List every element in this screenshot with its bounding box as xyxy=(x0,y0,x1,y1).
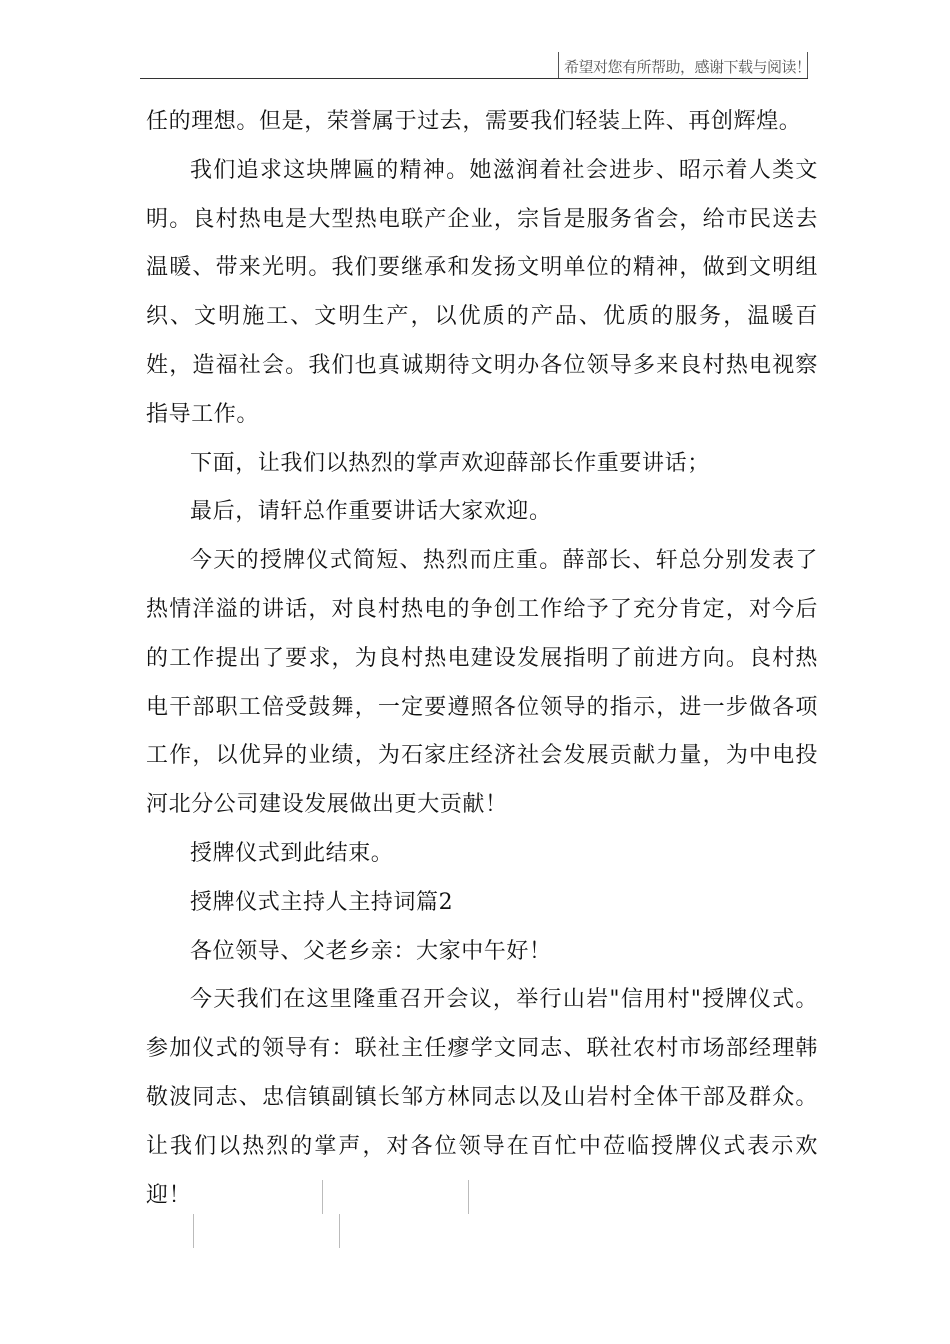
paragraph: 授牌仪式到此结束。 xyxy=(190,840,394,866)
paragraph: 各位领导、父老乡亲：大家中午好！ xyxy=(190,938,552,964)
header-slogan: 希望对您有所帮助，感谢下载与阅读！ xyxy=(564,58,811,76)
margin-mark xyxy=(322,1180,323,1214)
paragraph: 任的理想。但是，荣誉属于过去，需要我们轻装上阵、再创辉煌。 xyxy=(146,109,802,134)
section-heading: 授牌仪式主持人主持词篇2 xyxy=(190,889,454,915)
header-rule xyxy=(140,78,808,79)
paragraph: 今天的授牌仪式简短、热烈而庄重。薛部长、轩总分别发表了热情洋溢的讲话，对良村热电的争创工作给予了充分肯定，对今后的工作提出了要求，为良村热电建设发展指明了前进方向。良村热电干部职工倍受鼓舞，一定要遵照各位领导的指示，进一步做各项工作，以优异的业绩，为石家庄经济社会发展贡献力量，为中电投河北分公司建设发展做出更大贡献！ xyxy=(146,548,818,818)
paragraph: 我们追求这块牌匾的精神。她滋润着社会进步、昭示着人类文明。良村热电是大型热电联产企业，宗旨是服务省会，给市民送去温暖、带来光明。我们要继承和发扬文明单位的精神，做到文明组织、文明施工、文明生产，以优质的产品、优质的服务，温暖百姓，造福社会。我们也真诚期待文明办各位领导多来良村热电视察指导工作。 xyxy=(146,157,818,427)
margin-mark xyxy=(468,1180,469,1214)
margin-mark xyxy=(193,1214,194,1248)
margin-mark xyxy=(339,1214,340,1248)
paragraph: 下面，让我们以热烈的掌声欢迎薛部长作重要讲话； xyxy=(190,450,710,476)
document-body xyxy=(146,98,818,1220)
paragraph: 最后，请轩总作重要讲话大家欢迎。 xyxy=(190,499,552,525)
paragraph: 今天我们在这里隆重召开会议，举行山岩"信用村"授牌仪式。参加仪式的领导有：联社主任瘳学文同志、联社农村市场部经理韩敬波同志、忠信镇副镇长邹方林同志以及山岩村全体干部及群众。让我们以热烈的掌声，对各位领导在百忙中莅临授牌仪式表示欢迎！ xyxy=(146,987,818,1208)
